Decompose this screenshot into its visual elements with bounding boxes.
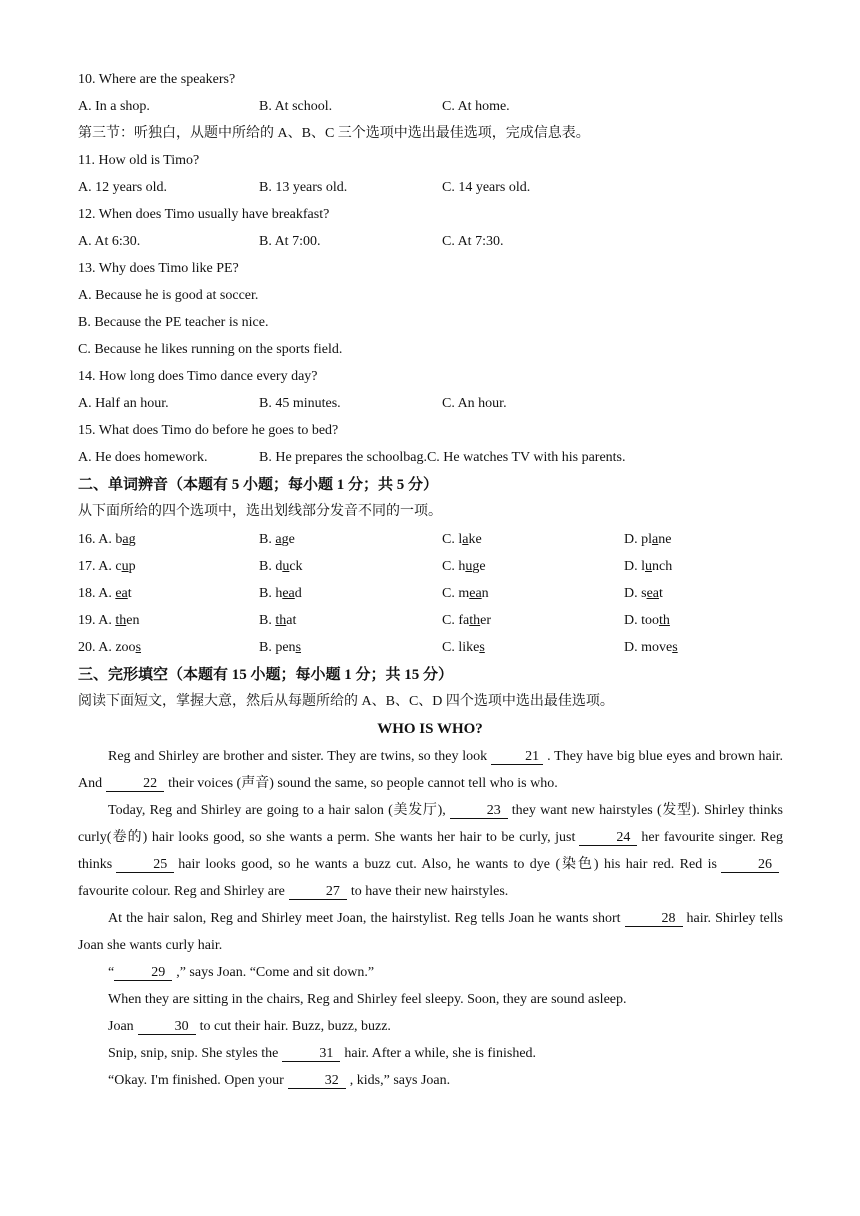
option-17d: D. lunch	[624, 559, 673, 574]
blank-25[interactable]: 25	[116, 857, 174, 873]
option-20d: D. moves	[624, 640, 678, 655]
blank-32[interactable]: 32	[288, 1073, 346, 1089]
option-12b: B. At 7:00.	[259, 234, 321, 249]
blank-21[interactable]: 21	[491, 749, 543, 765]
question-13: 13. Why does Timo like PE?	[78, 261, 239, 276]
blank-24[interactable]: 24	[579, 830, 637, 846]
phonics-instruction: 从下面所给的四个选项中，选出划线部分发音不同的一项。	[78, 504, 442, 519]
option-18a: 18. A. eat	[78, 586, 132, 601]
paragraph-4: “ 29 ,” says Joan. “Come and sit down.”	[108, 965, 375, 980]
blank-22[interactable]: 22	[106, 776, 164, 792]
blank-29[interactable]: 29	[114, 965, 172, 981]
option-18c: C. mean	[442, 586, 489, 601]
cloze-instruction: 阅读下面短文，掌握大意，然后从每题所给的 A、B、C、D 四个选项中选出最佳选项。	[78, 694, 614, 709]
option-19c: C. father	[442, 613, 491, 628]
paragraph-5: When they are sitting in the chairs, Reg and Shirley feel sleepy. Soon, they are sound asleep.	[108, 992, 627, 1007]
option-17b: B. duck	[259, 559, 303, 574]
option-17a: 17. A. cup	[78, 559, 136, 574]
question-14: 14. How long does Timo dance every day?	[78, 369, 318, 384]
option-13c: C. Because he likes running on the sports field.	[78, 342, 343, 357]
option-11b: B. 13 years old.	[259, 180, 348, 195]
option-16b: B. age	[259, 532, 295, 547]
option-18d: D. seat	[624, 586, 663, 601]
paragraph-1: Reg and Shirley are brother and sister. They are twins, so they look 21 . They have big blue eyes and brown hair. And 22 their voices (声音) sound the same, so people cannot tell who is who.	[78, 749, 783, 791]
section-heading-cloze: 三、完形填空（本题有 15 小题；每小题 1 分；共 15 分）	[78, 667, 454, 683]
paragraph-2: Today, Reg and Shirley are going to a hair salon (美发厅), 23 they want new hairstyles (发型). Shirley thinks curly(卷的) hair looks good, so she wants a perm. She wants her hair to be curly, just 24 her favourite singer. Reg thinks 25 hair looks good, so he wants a buzz cut. Also, he wants to dye (染色) his hair red. Red is 26favourite colour. Reg and Shirley are 27 to have their new hairstyles.	[78, 803, 784, 899]
option-19d: D. tooth	[624, 613, 670, 628]
option-13b: B. Because the PE teacher is nice.	[78, 315, 269, 330]
option-19b: B. that	[259, 613, 297, 628]
option-19a: 19. A. then	[78, 613, 140, 628]
option-14c: C. An hour.	[442, 396, 507, 411]
option-18b: B. head	[259, 586, 302, 601]
paragraph-6: Joan 30 to cut their hair. Buzz, buzz, buzz.	[108, 1019, 391, 1034]
option-17c: C. huge	[442, 559, 486, 574]
option-12c: C. At 7:30.	[442, 234, 504, 249]
question-11: 11. How old is Timo?	[78, 153, 200, 168]
option-20b: B. pens	[259, 640, 302, 655]
option-11c: C. 14 years old.	[442, 180, 531, 195]
passage-title: WHO IS WHO?	[377, 721, 483, 737]
question-15: 15. What does Timo do before he goes to bed?	[78, 423, 339, 438]
option-16a: 16. A. bag	[78, 532, 136, 547]
option-10b: B. At school.	[259, 99, 333, 114]
option-14b: B. 45 minutes.	[259, 396, 341, 411]
blank-30[interactable]: 30	[138, 1019, 196, 1035]
question-12: 12. When does Timo usually have breakfast?	[78, 207, 330, 222]
blank-28[interactable]: 28	[625, 911, 683, 927]
paragraph-8: “Okay. I'm finished. Open your 32 , kids,” says Joan.	[108, 1073, 451, 1088]
option-10a: A. In a shop.	[78, 99, 150, 114]
blank-27[interactable]: 27	[289, 884, 347, 900]
option-16d: D. plane	[624, 532, 672, 547]
section3-instruction: 第三节：听独白，从题中所给的 A、B、C 三个选项中选出最佳选项，完成信息表。	[78, 126, 590, 141]
option-12a: A. At 6:30.	[78, 234, 141, 249]
option-16c: C. lake	[442, 532, 482, 547]
blank-23[interactable]: 23	[450, 803, 508, 819]
option-20a: 20. A. zoos	[78, 640, 142, 655]
blank-26[interactable]: 26	[721, 857, 779, 873]
paragraph-7: Snip, snip, snip. She styles the 31 hair. After a while, she is finished.	[108, 1046, 537, 1061]
option-15a: A. He does homework.	[78, 450, 208, 465]
question-10: 10. Where are the speakers?	[78, 72, 236, 87]
option-13a: A. Because he is good at soccer.	[78, 288, 259, 303]
option-15bc: B. He prepares the schoolbag.C. He watches TV with his parents.	[259, 450, 626, 465]
section-heading-phonics: 二、单词辨音（本题有 5 小题；每小题 1 分；共 5 分）	[78, 477, 439, 493]
option-10c: C. At home.	[442, 99, 510, 114]
option-14a: A. Half an hour.	[78, 396, 169, 411]
option-20c: C. likes	[442, 640, 485, 655]
blank-31[interactable]: 31	[282, 1046, 340, 1062]
option-11a: A. 12 years old.	[78, 180, 168, 195]
paragraph-3: At the hair salon, Reg and Shirley meet Joan, the hairstylist. Reg tells Joan he wants short 28 hair. Shirley tells Joan she wants curly hair.	[78, 911, 784, 953]
